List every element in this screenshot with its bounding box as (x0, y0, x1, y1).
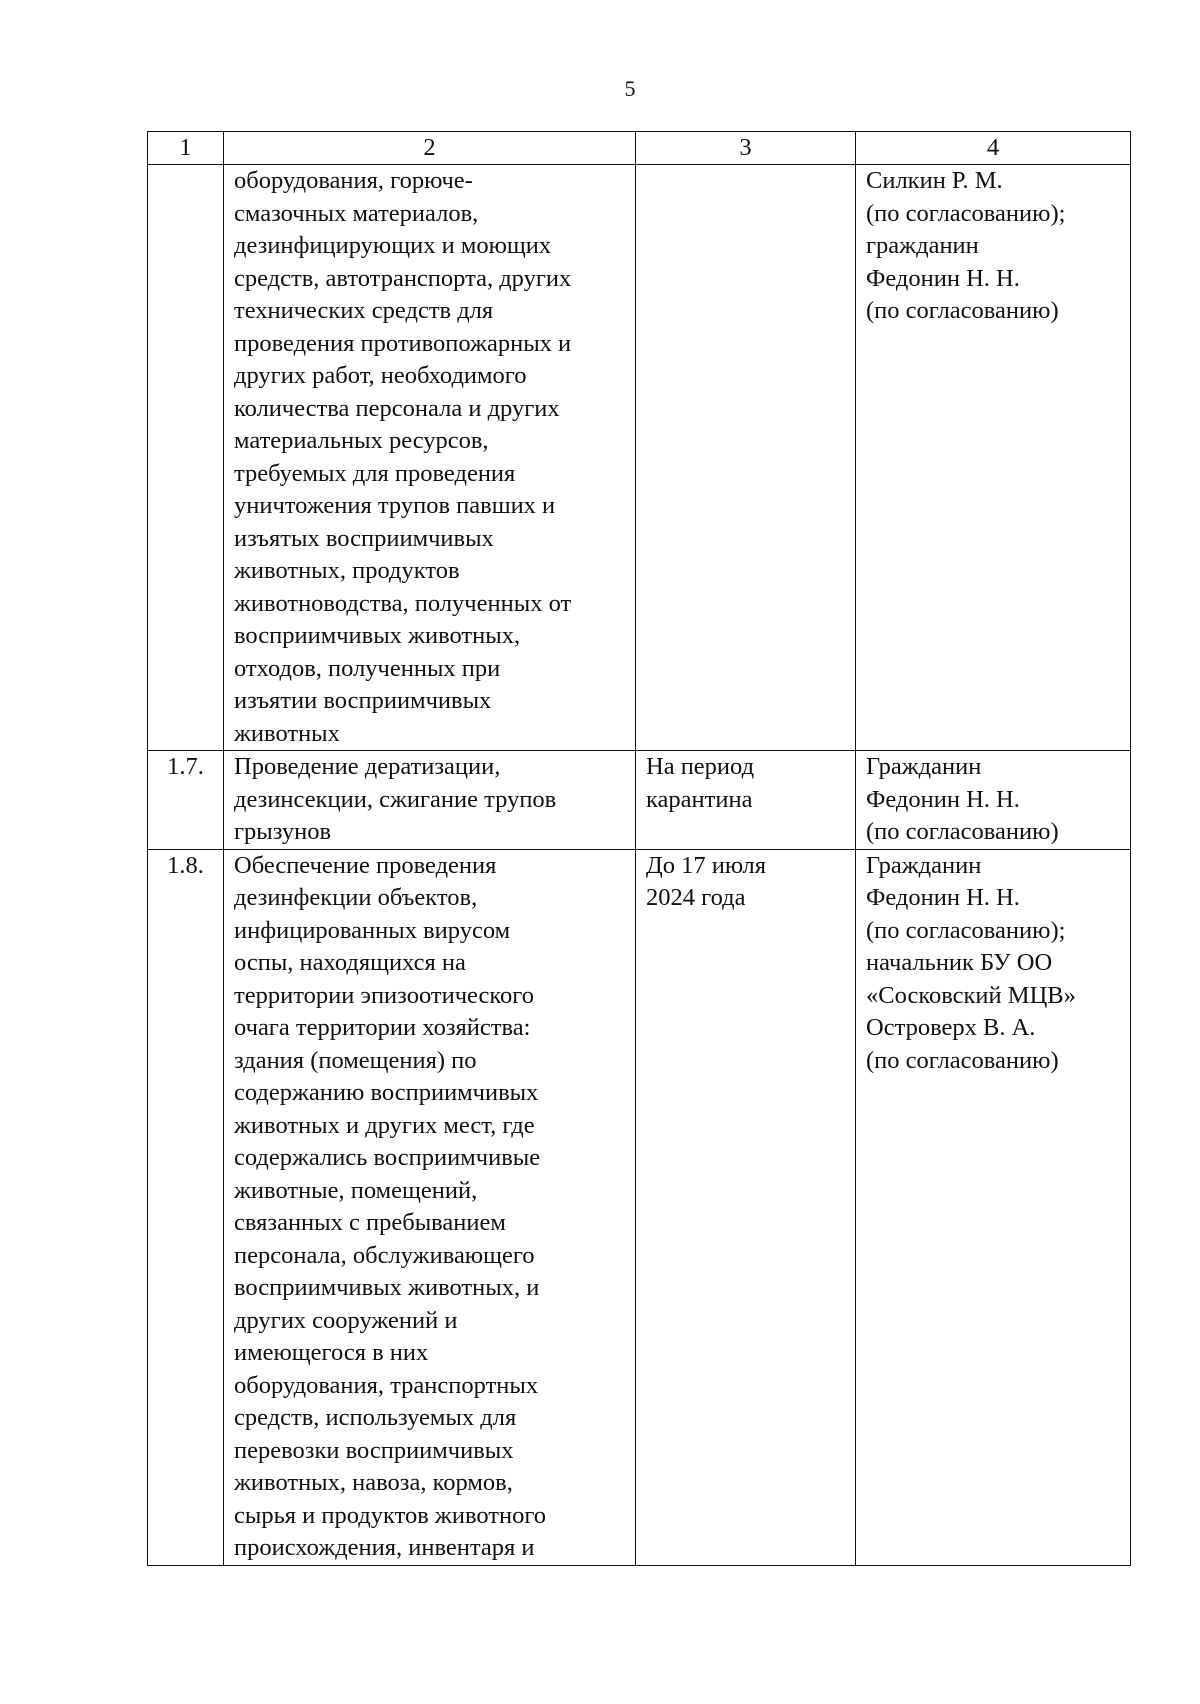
text-line: перевозки восприимчивых (234, 1436, 514, 1464)
column-number-1: 1 (148, 132, 224, 165)
page-number: 5 (624, 76, 636, 101)
text-line: инфицированных вирусом (234, 916, 511, 944)
text-line: животных, продуктов (234, 557, 460, 584)
text-line: (по согласованию) (866, 818, 1059, 845)
text-line: оборудования, горюче- (234, 167, 473, 194)
responsible-cell (856, 849, 1131, 1565)
text-line: Федонин Н. Н. (866, 264, 1020, 292)
text-line: количества персонала и других (234, 394, 560, 422)
text-line: животных (234, 719, 340, 747)
text-line: восприимчивых животных, (234, 622, 521, 649)
text-line: отходов, полученных при (234, 654, 501, 682)
text-line: (по согласованию) (866, 297, 1059, 324)
text-line: происхождения, инвентаря и (234, 1534, 535, 1561)
text-line: Островерх В. А. (866, 1014, 1036, 1041)
text-line: материальных ресурсов, (234, 427, 489, 454)
text-line: Федонин Н. Н. (866, 884, 1020, 911)
text-line: животноводства, полученных от (234, 589, 572, 617)
action-cell (224, 849, 636, 1565)
row-number: 1.8. (148, 849, 224, 1565)
text-line: (по согласованию); (866, 199, 1066, 227)
column-number-3: 3 (636, 132, 856, 165)
text-line: уничтожения трупов павших и (234, 492, 556, 519)
text-line: Гражданин (866, 753, 982, 780)
text-line: животных, навоза, кормов, (234, 1469, 513, 1496)
column-number-row (148, 132, 1131, 165)
text-line: животных и других мест, где (234, 1111, 535, 1139)
text-line: содержанию восприимчивых (234, 1079, 539, 1106)
term-cell (636, 165, 856, 751)
text-line: гражданин (866, 232, 979, 259)
table-row-1-7 (148, 751, 1131, 850)
text-line: средств, автотранспорта, других (234, 264, 572, 292)
action-cell (224, 165, 636, 751)
text-line: средств, используемых для (234, 1404, 517, 1431)
text-line: других работ, необходимого (234, 362, 527, 389)
text-line: персонала, обслуживающего (234, 1241, 535, 1269)
text-line: начальник БУ ОО (866, 949, 1053, 976)
responsible-cell (856, 751, 1131, 850)
text-line: территории эпизоотического (234, 981, 534, 1009)
text-line: Проведение дератизации, (234, 753, 501, 780)
text-line: смазочных материалов, (234, 199, 479, 227)
text-line: изъятии восприимчивых (234, 687, 492, 714)
table-row-1-8 (148, 849, 1131, 1565)
action-cell (224, 751, 636, 850)
text-line: дезинфицирующих и моющих (234, 232, 552, 259)
text-line: дезинсекции, сжигание трупов (234, 785, 557, 813)
text-line: (по согласованию); (866, 916, 1066, 944)
text-line: сырья и продуктов животного (234, 1501, 547, 1529)
text-line: проведения противопожарных и (234, 329, 572, 357)
text-line: Гражданин (866, 851, 982, 879)
text-line: На период (646, 753, 755, 780)
table-row-continuation (148, 165, 1131, 751)
text-line: «Сосковский МЦВ» (866, 981, 1076, 1009)
text-line: имеющегося в них (234, 1339, 429, 1366)
text-line: оборудования, транспортных (234, 1371, 539, 1399)
text-line: (по согласованию) (866, 1046, 1059, 1074)
column-number-4: 4 (856, 132, 1131, 165)
row-number: 1.7. (148, 751, 224, 850)
column-number-2: 2 (224, 132, 636, 165)
text-line: Силкин Р. М. (866, 167, 1003, 194)
text-line: требуемых для проведения (234, 459, 516, 487)
text-line: Обеспечение проведения (234, 851, 497, 879)
term-cell (636, 849, 856, 1565)
text-line: содержались восприимчивые (234, 1144, 541, 1171)
text-line: карантина (646, 785, 753, 813)
measures-table (147, 131, 1131, 1566)
text-line: технических средств для (234, 297, 494, 324)
responsible-cell (856, 165, 1131, 751)
text-line: восприимчивых животных, и (234, 1274, 540, 1301)
text-line: животные, помещений, (234, 1176, 478, 1204)
text-line: дезинфекции объектов, (234, 884, 478, 911)
text-line: грызунов (234, 818, 332, 845)
text-line: здания (помещения) по (234, 1046, 477, 1074)
text-line: очага территории хозяйства: (234, 1014, 531, 1041)
term-cell (636, 751, 856, 850)
text-line: 2024 года (646, 884, 746, 911)
text-line: других сооружений и (234, 1306, 458, 1334)
text-line: Федонин Н. Н. (866, 785, 1020, 813)
text-line: изъятых восприимчивых (234, 524, 494, 552)
text-line: До 17 июля (646, 851, 767, 879)
row-number (148, 165, 224, 751)
text-line: связанных с пребыванием (234, 1209, 506, 1236)
text-line: оспы, находящихся на (234, 949, 466, 976)
